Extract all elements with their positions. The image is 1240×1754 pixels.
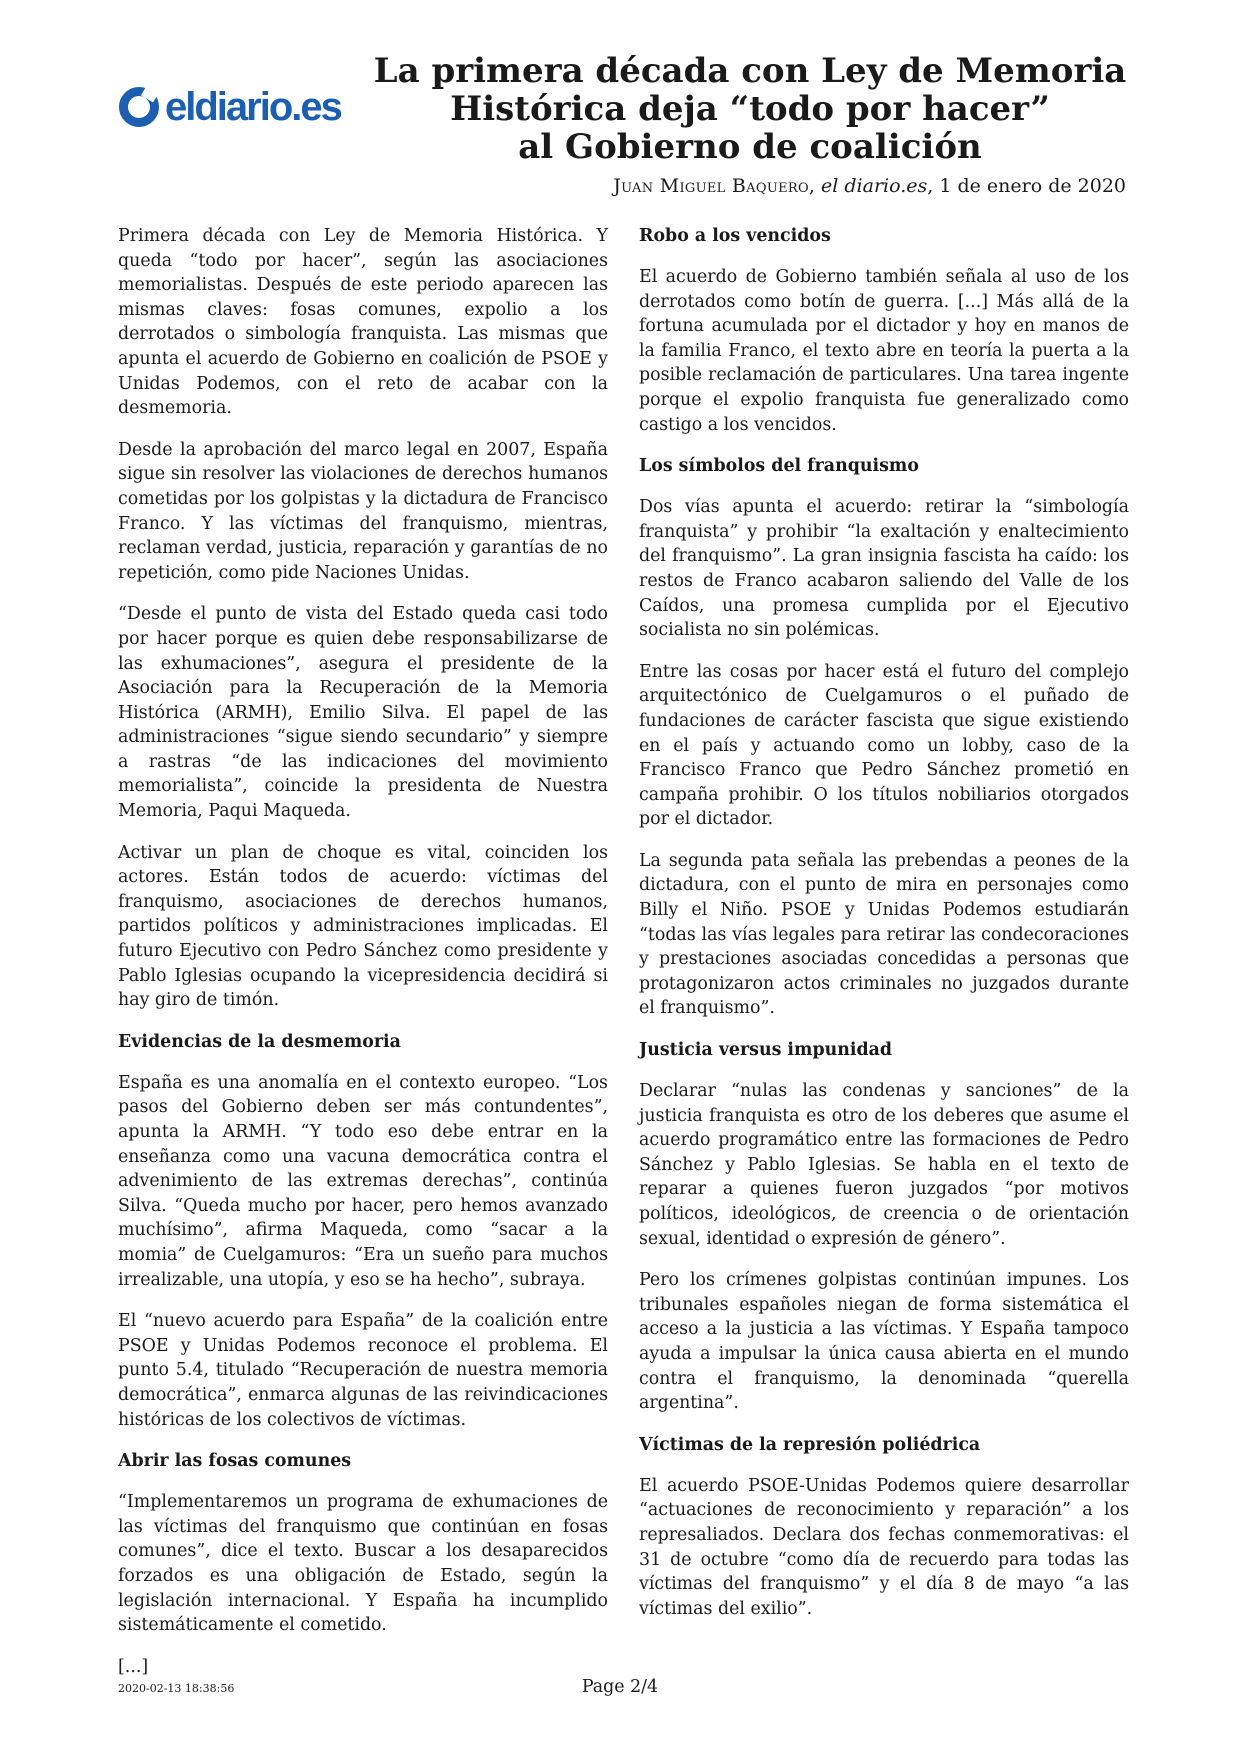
page-number: Page 2/4: [581, 1677, 659, 1697]
ellipsis: [...]: [118, 1656, 149, 1677]
paragraph: “Desde el punto de vista del Estado queda casi todo por hacer porque es quien debe responsabilizarse de las exhumaciones”, asegura el presidente de la Asociación para la Recuperación de la Memoria Histórica (ARMH), Emilio Silva. El papel de las administraciones “sigue siendo secundario” y siempre a rastras “de las indicaciones del movimiento memorialista”, coincide la presidenta de Nuestra Memoria, Paqui Maqueda.: [118, 604, 608, 822]
eldiario-logo: [119, 82, 341, 132]
paragraph: Activar un plan de choque es vital, coinciden los actores. Están todos de acuerdo: víctimas del franquismo, asociaciones de derechos humanos, partidos políticos y administraciones implicadas. El futuro Ejecutivo con Pedro Sánchez como presidente y Pablo Iglesias ocupando la vicepresidencia decidirá si hay giro de timón.: [118, 842, 608, 1011]
section-heading: Los símbolos del franquismo: [639, 456, 919, 477]
paragraph: Pero los crímenes golpistas continúan impunes. Los tribunales españoles niegan de forma sistemática el acceso a la justicia a las víctimas. Y España tampoco ayuda a impulsar la única causa abierta en el mundo contra el franquismo, la denominada “querella argentina”.: [639, 1270, 1129, 1414]
paragraph: Entre las cosas por hacer está el futuro del complejo arquitectónico de Cuelgamuros o el puñado de fundaciones de carácter fascista que sigue existiendo en el país y actuando como un lobby, caso de la Francisco Franco que Pedro Sánchez prometió en campaña prohibir. O los títulos nobiliarios otorgados por el dictador.: [639, 661, 1129, 830]
title-line: al Gobierno de coalición: [518, 127, 982, 167]
section-heading: Evidencias de la desmemoria: [118, 1031, 401, 1052]
paragraph: Desde la aprobación del marco legal en 2007, España sigue sin resolver las violaciones de derechos humanos cometidas por los golpistas y la dictadura de Francisco Franco. Y las víctimas del franquismo, mientras, reclaman verdad, justicia, reparación y garantías de no repetición, como pide Naciones Unidas.: [118, 439, 608, 583]
logo-mark-icon: [119, 87, 159, 127]
paragraph: El acuerdo PSOE-Unidas Podemos quiere desarrollar “actuaciones de reconocimiento y reparación” a los represaliados. Declara dos fechas conmemorativas: el 31 de octubre “como día de recuerdo para todas las víctimas del franquismo” y el día 8 de mayo “a las víctimas del exilio”.: [639, 1475, 1129, 1619]
section-heading: Justicia versus impunidad: [639, 1040, 893, 1061]
section-heading: Víctimas de la represión poliédrica: [639, 1434, 981, 1455]
left-column: [118, 224, 608, 1696]
paragraph: España es una anomalía en el contexto europeo. “Los pasos del Gobierno deben ser más contundentes”, apunta la ARMH. “Y todo eso debe entrar en la enseñanza como una vacuna democrática contra el advenimiento de las extremas derechas”, continúa Silva. “Queda mucho por hacer, pero hemos avanzado muchísimo”, afirma Maqueda, como “sacar a la momia” de Cuelgamuros: “Era un sueño para muchos irrealizable, una utopía, y eso se ha hecho”, subraya.: [118, 1072, 608, 1290]
footer-timestamp: 2020-02-13 18:38:56: [118, 1682, 235, 1695]
byline: Juan Miguel Baquero, el diario.es, 1 de enero de 2020: [613, 175, 1126, 197]
paragraph: El acuerdo de Gobierno también señala al uso de los derrotados como botín de guerra. [...] Más allá de la fortuna acumulada por el dictador y hoy en manos de la familia Franco, el texto abre en teoría la puerta a la posible reclamación de particulares. Una tarea ingente porque el expolio franquista fue generalizado como castigo a los vencidos.: [639, 267, 1129, 435]
paragraph: El “nuevo acuerdo para España” de la coalición entre PSOE y Unidas Podemos reconoce el problema. El punto 5.4, titulado “Recuperación de nuestra memoria democrática”, enmarca algunas de las reivindicaciones históricas de los colectivos de víctimas.: [118, 1311, 608, 1430]
byline-source: el diario.es: [821, 175, 928, 197]
logo-text: eldiario.es: [165, 84, 341, 129]
paragraph: “Implementaremos un programa de exhumaciones de las víctimas del franquismo que continúan en fosas comunes”, dice el texto. Buscar a los desaparecidos forzados es una obligación de Estado, según la legislación internacional. Y España ha incumplido sistemáticamente el cometido.: [118, 1492, 608, 1636]
paragraph: La segunda pata señala las prebendas a peones de la dictadura, con el punto de mira en personajes como Billy el Niño. PSOE y Unidas Podemos estudiarán “todas las vías legales para retirar las condecoraciones y prestaciones asociadas concedidas a personas que protagonizaron actos criminales no juzgados durante el franquismo”.: [639, 850, 1129, 1019]
right-column: [639, 224, 1129, 1638]
paragraph: Primera década con Ley de Memoria Histórica. Y queda “todo por hacer”, según las asociaciones memorialistas. Después de este periodo aparecen las mismas claves: fosas comunes, expolio a los derrotados o simbología franquista. Las mismas que apunta el acuerdo de Gobierno en coalición de PSOE y Unidas Podemos, con el reto de acabar con la desmemoria.: [118, 226, 608, 419]
byline-date: , 1 de enero de 2020: [927, 175, 1126, 197]
title-line: Histórica deja “todo por hacer”: [450, 89, 1050, 129]
section-heading: Abrir las fosas comunes: [118, 1451, 352, 1472]
paragraph: Declarar “nulas las condenas y sanciones” de la justicia franquista es otro de los deberes que asume el acuerdo programático entre las formaciones de Pedro Sánchez y Pablo Iglesias. Se habla en el texto de reparar a quienes fueron juzgados “por motivos políticos, ideológicos, de creencia o de orientación sexual, identidad o expresión de género”.: [639, 1081, 1129, 1249]
section-heading: Robo a los vencidos: [639, 226, 831, 246]
paragraph: Dos vías apunta el acuerdo: retirar la “simbología franquista” y prohibir “la exaltación y enaltecimiento del franquismo”. La gran insignia fascista ha caído: los restos de Franco acabaron saliendo del Valle de los Caídos, una promesa cumplida por el Ejecutivo socialista no sin polémicas.: [639, 497, 1129, 641]
title-line: La primera década con Ley de Memoria: [373, 51, 1127, 91]
byline-author: Juan Miguel Baquero: [613, 175, 809, 197]
article-title: [370, 52, 1130, 166]
